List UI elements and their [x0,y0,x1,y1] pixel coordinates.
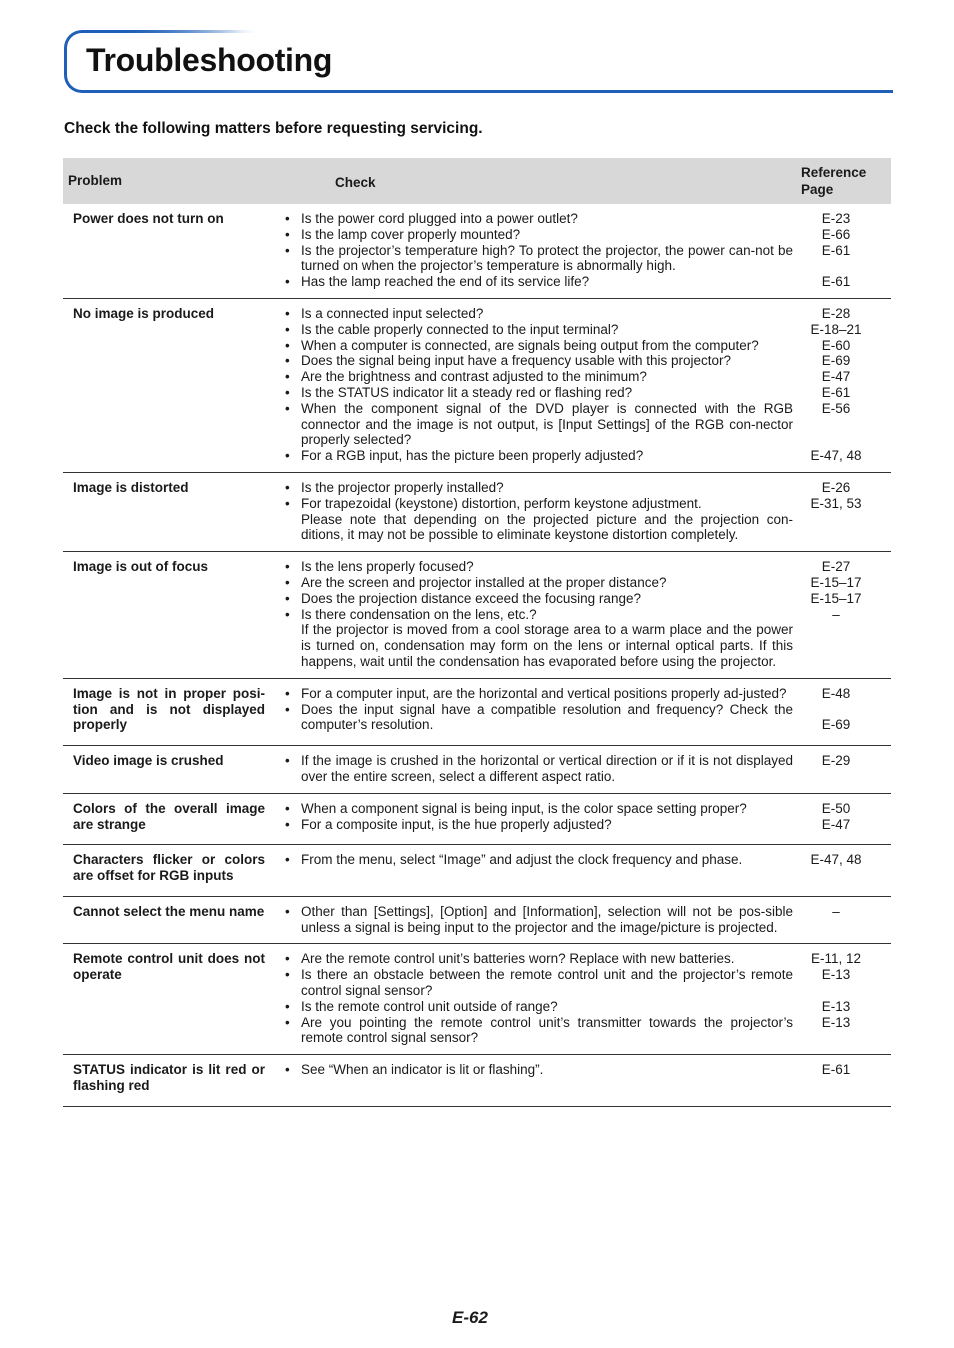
header-problem: Problem [63,158,271,204]
reference-page [801,983,871,999]
problem-cell: No image is produced [73,305,215,321]
check-item [283,385,793,401]
reference-page: E-23 [821,211,851,226]
bullet-icon: • [285,1014,290,1030]
bullet-icon: • [285,321,290,337]
check-text: When a component signal is being input, is the color space setting proper? [301,800,747,816]
bullet-icon: • [285,606,290,622]
check-cell [271,472,801,551]
bullet-icon: • [285,353,290,369]
page-title: Troubleshooting [86,42,333,78]
check-text: Is the power cord plugged into a power outlet? [301,211,578,226]
table-row [63,204,891,298]
bullet-icon: • [285,753,290,769]
check-text: For a RGB input, has the picture been properly adjusted? [301,448,644,464]
check-text: Please note that depending on the projected picture and the projection con-ditions, it may not be possible to eliminate keystone distortion completely. [301,511,793,543]
check-text: Other than [Settings], [Option] and [Information], selection will not be pos-sible unless a signal is being input to the projector and the image/picture is projected. [301,903,793,935]
bullet-icon: • [285,337,290,353]
check-item [283,607,793,623]
check-item [283,448,793,464]
problem-cell: Image is out of focus [73,559,209,575]
check-item [283,338,793,354]
check-item [283,401,793,448]
bullet-icon: • [285,242,290,258]
bullet-icon: • [285,559,290,575]
check-cell [271,552,801,679]
check-item [283,622,793,669]
header-check: Check [271,158,801,204]
bullet-icon: • [285,590,290,606]
reference-page: – [832,903,840,919]
table-row [63,1055,891,1107]
check-text: Has the lamp reached the end of its service life? [301,274,590,290]
reference-page: E-61 [821,384,851,400]
check-text: Is the cable properly connected to the input terminal? [301,321,619,337]
table-row [63,845,891,897]
table-row [63,793,891,845]
reference-page [801,417,871,433]
reference-page: E-13 [821,998,851,1014]
reference-page: E-18–21 [810,321,862,337]
reference-page: E-31, 53 [810,495,862,511]
reference-page: E-11, 12 [810,951,862,967]
problem-cell: Colors of the overall image are strange [73,800,265,832]
problem-cell: Image is distorted [73,479,189,495]
table-row [63,746,891,794]
reference-page: E-61 [821,242,851,258]
check-item [283,591,793,607]
check-text: Is the STATUS indicator lit a steady red or flashing red? [301,384,633,400]
check-item [283,322,793,338]
check-item [283,306,793,322]
check-cell [271,845,801,897]
check-item [283,1062,793,1078]
check-text: Is the lens properly focused? [301,559,474,575]
bullet-icon: • [285,226,290,242]
problem-cell: Video image is crushed [73,753,224,769]
check-text: When the component signal of the DVD player is connected with the RGB connector and the image is not output, is [Input Settings] of the RGB con-nector properly selected? [301,400,793,448]
reference-page: E-47 [821,369,851,385]
problem-cell: Cannot select the menu name [73,903,265,919]
check-item [283,686,793,702]
reference-page: E-50 [821,800,851,816]
check-cell [271,1055,801,1107]
reference-cell [801,1055,891,1107]
check-item [283,496,793,512]
check-text: Is there an obstacle between the remote control unit and the projector’s remote control signal sensor? [301,967,793,999]
check-cell [271,896,801,944]
check-item [283,753,793,785]
reference-page [801,432,871,448]
problem-cell: Power does not turn on [73,211,224,226]
table-row [63,944,891,1055]
check-text: Are the remote control unit’s batteries worn? Replace with new batteries. [301,951,735,967]
reference-page: E-47, 48 [810,852,862,868]
problem-cell: Image is not in proper posi-tion and is not displayed properly [73,685,265,733]
check-text: See “When an indicator is lit or flashing”. [301,1062,544,1078]
bullet-icon: • [285,998,290,1014]
check-item [283,999,793,1015]
bullet-icon: • [285,800,290,816]
reference-cell [801,204,891,298]
check-item [283,211,793,227]
check-text: Are the screen and projector installed at the proper distance? [301,574,667,590]
check-text: For a composite input, is the hue properly adjusted? [301,816,612,832]
reference-page: E-69 [821,717,851,733]
reference-page: E-66 [821,226,851,242]
reference-page: E-56 [821,400,851,416]
troubleshooting-table [63,158,891,1107]
check-item [283,369,793,385]
bullet-icon: • [285,685,290,701]
check-item [283,967,793,999]
check-item [283,575,793,591]
problem-cell: STATUS indicator is lit red or flashing red [73,1062,265,1094]
check-text: If the projector is moved from a cool storage area to a warm place and the power is turned on, condensation may form on the lens or internal optical parts. If this happens, wait until the condensation has evaporated before using the projector. [301,622,793,669]
bullet-icon: • [285,1062,290,1078]
reference-page [801,258,871,274]
check-cell [271,944,801,1055]
check-text: Does the projection distance exceed the focusing range? [301,590,641,606]
reference-cell [801,896,891,944]
reference-page: – [832,606,840,622]
check-cell [271,678,801,745]
bullet-icon: • [285,400,290,416]
check-text: Does the signal being input have a frequency usable with this projector? [301,353,732,369]
reference-page: E-29 [821,753,851,769]
check-text: Is the projector properly installed? [301,479,504,495]
check-item [283,243,793,275]
problem-cell: Characters flicker or colors are offset for RGB inputs [73,852,265,884]
check-text: From the menu, select “Image” and adjust the clock frequency and phase. [301,852,743,868]
reference-cell [801,944,891,1055]
check-item [283,1015,793,1047]
check-text: For a computer input, are the horizontal and vertical positions properly ad-justed? [301,685,787,701]
reference-cell [801,472,891,551]
reference-page: E-69 [821,353,851,369]
bullet-icon: • [285,369,290,385]
check-cell [271,298,801,472]
reference-page: E-15–17 [810,574,862,590]
check-text: Are you pointing the remote control unit’s transmitter towards the projector’s remote control signal sensor? [301,1014,793,1046]
table-row [63,472,891,551]
reference-page: E-26 [821,479,851,495]
bullet-icon: • [285,384,290,400]
check-item [283,951,793,967]
check-cell [271,204,801,298]
check-item [283,801,793,817]
bullet-icon: • [285,816,290,832]
reference-cell [801,678,891,745]
check-cell [271,793,801,845]
check-item [283,904,793,936]
check-text: Is the remote control unit outside of range? [301,998,558,1014]
check-text: Does the input signal have a compatible resolution and frequency? Check the computer’s resolution. [301,701,793,733]
reference-page: E-27 [821,559,851,575]
table-row [63,298,891,472]
check-item [283,480,793,496]
check-text: For trapezoidal (keystone) distortion, perform keystone adjustment. [301,495,702,511]
bullet-icon: • [285,951,290,967]
reference-page: E-61 [821,274,851,290]
check-item [283,559,793,575]
reference-page: E-13 [821,1014,851,1030]
bullet-icon: • [285,448,290,464]
bullet-icon: • [285,701,290,717]
reference-cell [801,746,891,794]
table-body [63,204,891,1106]
check-item [283,512,793,544]
table-row [63,896,891,944]
table-row [63,678,891,745]
bullet-icon: • [285,305,290,321]
reference-page: E-13 [821,967,851,983]
bullet-icon: • [285,574,290,590]
header-reference-line1: Reference [801,165,867,180]
bullet-icon: • [285,495,290,511]
bullet-icon: • [285,479,290,495]
reference-page: E-47 [821,816,851,832]
check-text: If the image is crushed in the horizontal or vertical direction or if it is not displayed over the entire screen, select a different aspect ratio. [301,753,793,784]
header-reference-line2: Page [801,182,834,197]
check-item [283,702,793,734]
check-text: Is a connected input selected? [301,305,484,321]
reference-page: E-15–17 [810,590,862,606]
bullet-icon: • [285,211,290,226]
check-text: Is there condensation on the lens, etc.? [301,606,537,622]
reference-page [801,702,871,718]
reference-page: E-48 [821,685,851,701]
problem-cell: Remote control unit does not operate [73,951,265,983]
check-item [283,817,793,833]
reference-page: E-47, 48 [810,448,862,464]
check-item [283,274,793,290]
check-text: Are the brightness and contrast adjusted to the minimum? [301,369,647,385]
check-item [283,852,793,868]
check-text: Is the lamp cover properly mounted? [301,226,521,242]
check-item [283,227,793,243]
check-text: When a computer is connected, are signals being output from the computer? [301,337,759,353]
bullet-icon: • [285,274,290,290]
bullet-icon: • [285,852,290,868]
reference-page: E-61 [821,1062,851,1078]
reference-cell [801,793,891,845]
reference-cell [801,552,891,679]
page-subtitle: Check the following matters before requesting servicing. [64,120,483,137]
table-header-row [63,158,891,204]
reference-page: E-60 [821,337,851,353]
check-item [283,353,793,369]
bullet-icon: • [285,903,290,919]
check-cell [271,746,801,794]
bullet-icon: • [285,967,290,983]
reference-cell [801,845,891,897]
reference-cell [801,298,891,472]
header-reference [801,158,891,204]
table-row [63,552,891,679]
reference-page: E-28 [821,305,851,321]
page-number: E-62 [452,1308,488,1327]
check-text: Is the projector’s temperature high? To protect the projector, the power can-not be turned on when the projector’s temperature is abnormally high. [301,242,793,274]
